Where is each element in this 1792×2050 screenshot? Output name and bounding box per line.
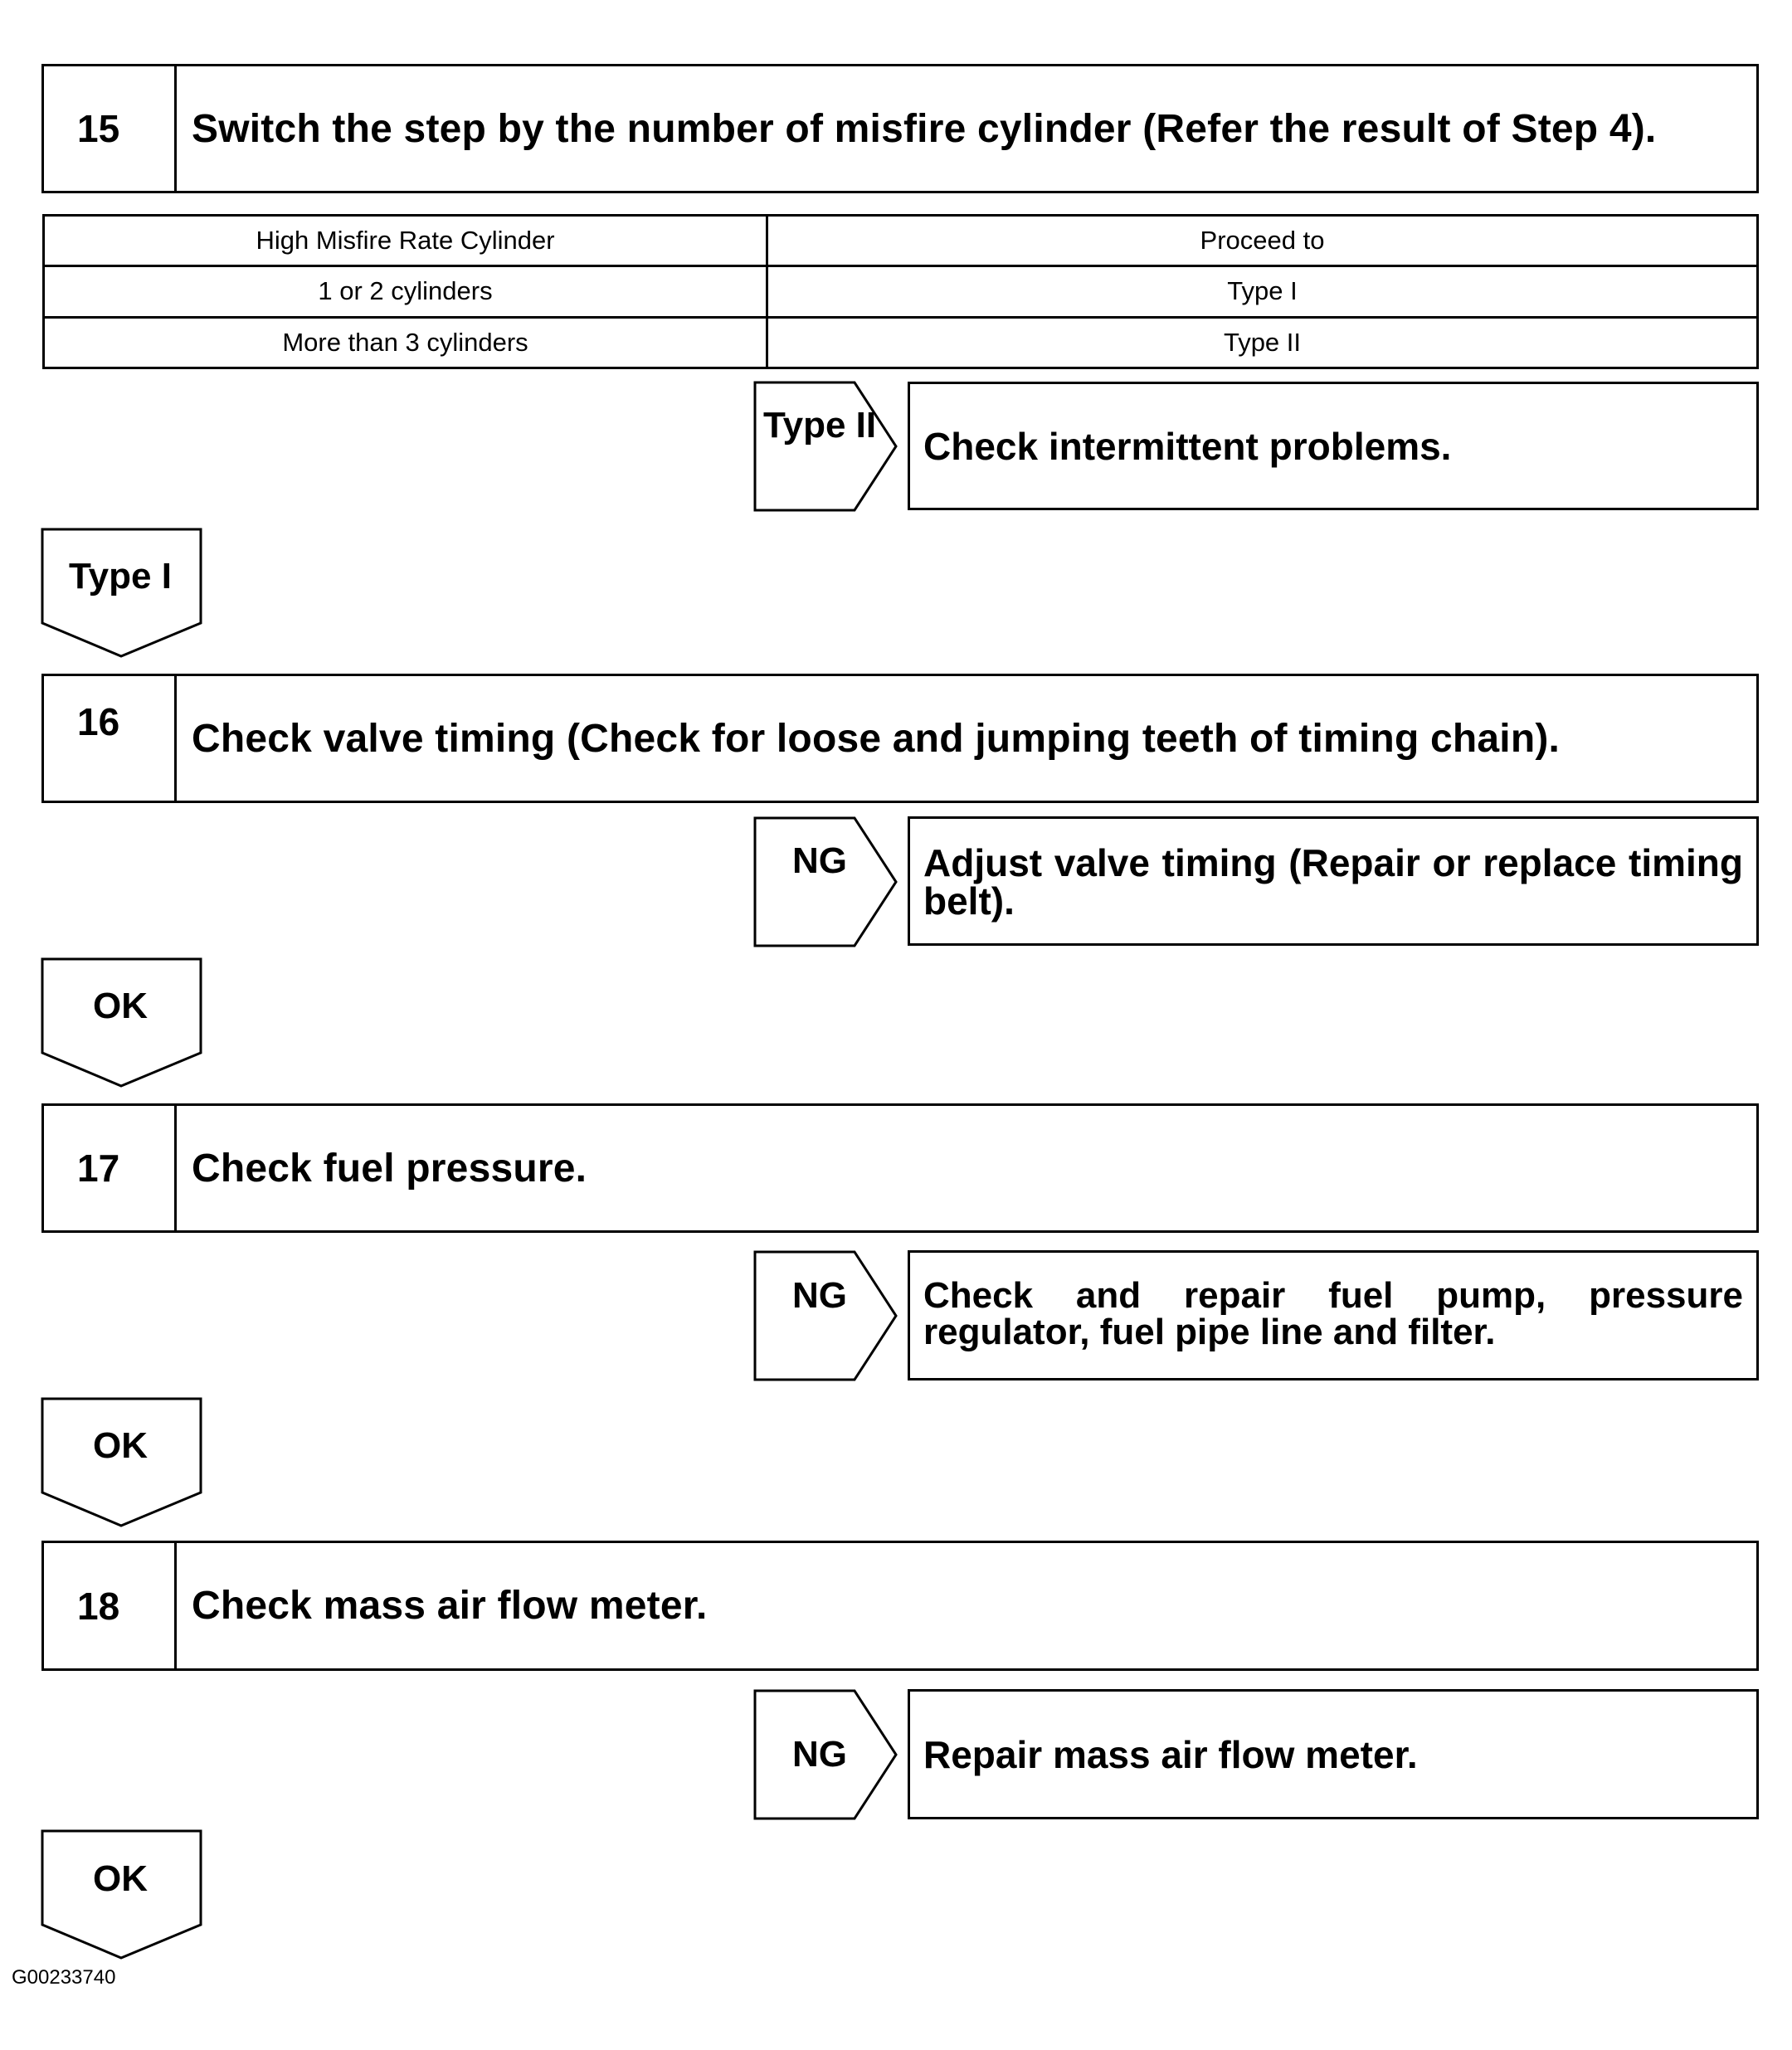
side-arrow-shape [753, 381, 899, 512]
continue-label-ok: OK [93, 1858, 148, 1899]
step-16-number: 16 [44, 676, 177, 801]
table-header-row [44, 216, 1758, 266]
step-18-box [41, 1541, 1759, 1671]
step-15-box [41, 64, 1759, 193]
continue-label-ok: OK [93, 1425, 148, 1466]
table-header-cell: Proceed to [767, 216, 1758, 266]
continue-label-type-i: Type I [69, 556, 172, 596]
step-17-number: 17 [44, 1106, 177, 1230]
step-15-number: 15 [44, 66, 177, 191]
branch-label-ng: NG [792, 1275, 847, 1316]
table-row [44, 266, 1758, 317]
branch-label-ng: NG [792, 1734, 847, 1775]
step-16-title: Check valve timing (Check for loose and jumping teeth of timing chain). [192, 716, 1561, 761]
step-17-title: Check fuel pressure. [192, 1146, 587, 1191]
step-18-title: Check mass air flow meter. [192, 1584, 708, 1628]
continue-label-ok: OK [93, 986, 148, 1026]
table-cell: 1 or 2 cylinders [44, 266, 767, 317]
table-row [44, 317, 1758, 368]
branch-result-intermittent: Check intermittent problems. [908, 382, 1759, 510]
step-15-title: Switch the step by the number of misfire cylinder (Refer the result of Step 4). [192, 106, 1657, 151]
branch-result-fuel: Check and repair fuel pump, pressure regulator, fuel pipe line and filter. [908, 1250, 1759, 1380]
branch-result-valve-timing: Adjust valve timing (Repair or replace timing belt). [908, 816, 1759, 946]
figure-id: G00233740 [12, 1966, 116, 1989]
step-18-number: 18 [44, 1543, 177, 1668]
side-arrow-shape [753, 816, 899, 947]
branch-result-maf: Repair mass air flow meter. [908, 1689, 1759, 1819]
step-17-box [41, 1103, 1759, 1233]
branch-label-ng: NG [792, 840, 847, 881]
table-cell: Type I [767, 266, 1758, 317]
table-cell: Type II [767, 317, 1758, 368]
table-header-cell: High Misfire Rate Cylinder [44, 216, 767, 266]
branch-label-type-ii: Type II [763, 405, 877, 446]
step-16-box [41, 674, 1759, 803]
table-cell: More than 3 cylinders [44, 317, 767, 368]
misfire-table [42, 214, 1759, 369]
